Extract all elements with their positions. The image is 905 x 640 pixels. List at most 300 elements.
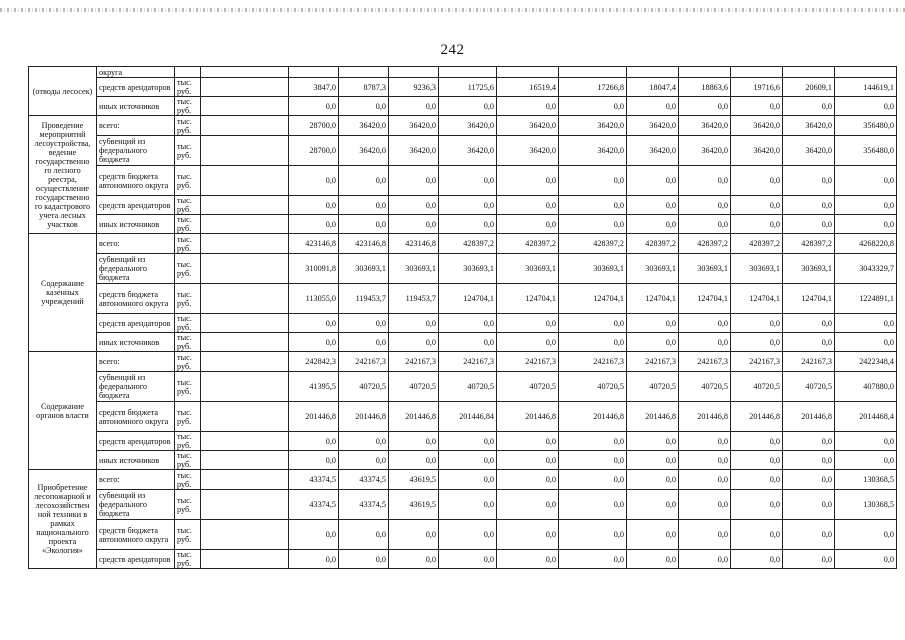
total-value-cell: 0,0 bbox=[835, 451, 897, 470]
year-value-cell: 0,0 bbox=[339, 215, 389, 234]
year-value-cell: 0,0 bbox=[679, 314, 731, 333]
activity-name-cell: Содержание органов власти bbox=[29, 352, 97, 470]
funding-source-cell: субвенций из федерального бюджета bbox=[97, 254, 175, 284]
table-row bbox=[29, 284, 897, 314]
funding-source-cell: иных источников bbox=[97, 451, 175, 470]
year-value-cell: 303693,1 bbox=[783, 254, 835, 284]
table-row bbox=[29, 402, 897, 432]
unit-cell: тыс. руб. bbox=[175, 116, 201, 136]
empty-cell bbox=[201, 196, 289, 215]
year-value-cell: 0,0 bbox=[559, 196, 627, 215]
year-value-cell: 36420,0 bbox=[439, 136, 497, 166]
year-value-cell: 36420,0 bbox=[731, 136, 783, 166]
year-value-cell: 124704,1 bbox=[679, 284, 731, 314]
year-value-cell: 0,0 bbox=[679, 333, 731, 352]
year-value-cell: 36420,0 bbox=[679, 116, 731, 136]
year-value-cell: 0,0 bbox=[289, 550, 339, 569]
total-value-cell: 130368,5 bbox=[835, 470, 897, 490]
year-value-cell: 36420,0 bbox=[389, 116, 439, 136]
year-value-cell: 18047,4 bbox=[627, 78, 679, 97]
year-value-cell: 0,0 bbox=[389, 314, 439, 333]
year-value-cell: 16519,4 bbox=[497, 78, 559, 97]
unit-cell: тыс. руб. bbox=[175, 234, 201, 254]
year-value-cell: 0,0 bbox=[339, 520, 389, 550]
table-row bbox=[29, 550, 897, 569]
year-value-cell: 0,0 bbox=[497, 550, 559, 569]
year-value-cell: 201446,84 bbox=[439, 402, 497, 432]
year-value-cell: 40720,5 bbox=[559, 372, 627, 402]
year-value-cell: 36420,0 bbox=[783, 116, 835, 136]
year-value-cell: 0,0 bbox=[289, 97, 339, 116]
unit-cell: тыс. руб. bbox=[175, 136, 201, 166]
year-value-cell: 0,0 bbox=[559, 490, 627, 520]
year-value-cell: 303693,1 bbox=[339, 254, 389, 284]
table-row bbox=[29, 67, 897, 78]
year-value-cell: 0,0 bbox=[731, 333, 783, 352]
year-value-cell: 0,0 bbox=[289, 314, 339, 333]
year-value-cell bbox=[289, 67, 339, 78]
year-value-cell: 0,0 bbox=[783, 166, 835, 196]
table-row bbox=[29, 352, 897, 372]
year-value-cell: 0,0 bbox=[339, 432, 389, 451]
year-value-cell: 428397,2 bbox=[627, 234, 679, 254]
year-value-cell: 0,0 bbox=[559, 470, 627, 490]
unit-cell: тыс. руб. bbox=[175, 97, 201, 116]
year-value-cell: 0,0 bbox=[627, 333, 679, 352]
funding-source-cell: всего: bbox=[97, 470, 175, 490]
year-value-cell: 0,0 bbox=[559, 520, 627, 550]
activity-name-cell: Приобретение лесопожарной и лесохозяйствен ной техники в рамках национального проекта «Экология» bbox=[29, 470, 97, 569]
year-value-cell: 303693,1 bbox=[679, 254, 731, 284]
year-value-cell: 0,0 bbox=[497, 97, 559, 116]
empty-cell bbox=[201, 520, 289, 550]
year-value-cell: 0,0 bbox=[627, 432, 679, 451]
total-value-cell: 0,0 bbox=[835, 520, 897, 550]
funding-source-cell: иных источников bbox=[97, 333, 175, 352]
year-value-cell: 0,0 bbox=[783, 550, 835, 569]
table-row bbox=[29, 234, 897, 254]
total-value-cell: 356480,0 bbox=[835, 136, 897, 166]
year-value-cell: 36420,0 bbox=[627, 136, 679, 166]
year-value-cell: 201446,8 bbox=[289, 402, 339, 432]
year-value-cell: 428397,2 bbox=[731, 234, 783, 254]
table-row bbox=[29, 451, 897, 470]
year-value-cell: 119453,7 bbox=[339, 284, 389, 314]
year-value-cell: 0,0 bbox=[559, 215, 627, 234]
scan-edge-line bbox=[0, 8, 905, 12]
year-value-cell: 428397,2 bbox=[679, 234, 731, 254]
empty-cell bbox=[201, 234, 289, 254]
unit-cell: тыс. руб. bbox=[175, 314, 201, 333]
year-value-cell: 113055,0 bbox=[289, 284, 339, 314]
empty-cell bbox=[201, 97, 289, 116]
year-value-cell: 0,0 bbox=[559, 314, 627, 333]
year-value-cell: 0,0 bbox=[559, 451, 627, 470]
year-value-cell: 0,0 bbox=[497, 520, 559, 550]
year-value-cell: 36420,0 bbox=[339, 116, 389, 136]
year-value-cell: 201446,8 bbox=[497, 402, 559, 432]
year-value-cell: 43374,5 bbox=[289, 470, 339, 490]
year-value-cell: 0,0 bbox=[731, 314, 783, 333]
year-value-cell: 0,0 bbox=[627, 215, 679, 234]
year-value-cell bbox=[679, 67, 731, 78]
year-value-cell: 11725,6 bbox=[439, 78, 497, 97]
year-value-cell: 36420,0 bbox=[497, 116, 559, 136]
year-value-cell: 0,0 bbox=[339, 196, 389, 215]
table-row bbox=[29, 314, 897, 333]
year-value-cell: 0,0 bbox=[731, 97, 783, 116]
funding-source-cell: средств арендаторов bbox=[97, 550, 175, 569]
year-value-cell: 0,0 bbox=[679, 97, 731, 116]
total-value-cell: 2014468,4 bbox=[835, 402, 897, 432]
empty-cell bbox=[201, 78, 289, 97]
year-value-cell: 41395,5 bbox=[289, 372, 339, 402]
year-value-cell: 0,0 bbox=[627, 97, 679, 116]
unit-cell: тыс. руб. bbox=[175, 166, 201, 196]
year-value-cell: 0,0 bbox=[497, 333, 559, 352]
year-value-cell: 242167,3 bbox=[559, 352, 627, 372]
year-value-cell: 0,0 bbox=[497, 196, 559, 215]
year-value-cell: 0,0 bbox=[289, 196, 339, 215]
year-value-cell: 36420,0 bbox=[783, 136, 835, 166]
funding-source-cell: средств бюджета автономного округа bbox=[97, 520, 175, 550]
year-value-cell: 0,0 bbox=[389, 451, 439, 470]
year-value-cell: 303693,1 bbox=[497, 254, 559, 284]
year-value-cell: 0,0 bbox=[439, 451, 497, 470]
year-value-cell: 0,0 bbox=[731, 451, 783, 470]
total-value-cell: 0,0 bbox=[835, 97, 897, 116]
page-number: 242 bbox=[440, 42, 465, 58]
total-value-cell: 0,0 bbox=[835, 166, 897, 196]
table-row bbox=[29, 196, 897, 215]
year-value-cell: 40720,5 bbox=[731, 372, 783, 402]
year-value-cell: 0,0 bbox=[497, 314, 559, 333]
funding-source-cell: субвенций из федерального бюджета bbox=[97, 136, 175, 166]
year-value-cell: 36420,0 bbox=[439, 116, 497, 136]
year-value-cell: 124704,1 bbox=[731, 284, 783, 314]
year-value-cell: 0,0 bbox=[439, 196, 497, 215]
year-value-cell: 0,0 bbox=[731, 432, 783, 451]
year-value-cell: 0,0 bbox=[679, 215, 731, 234]
table-row bbox=[29, 372, 897, 402]
unit-cell bbox=[175, 67, 201, 78]
table-row bbox=[29, 97, 897, 116]
table-row bbox=[29, 470, 897, 490]
unit-cell: тыс. руб. bbox=[175, 196, 201, 215]
table-row bbox=[29, 254, 897, 284]
funding-source-cell: всего: bbox=[97, 116, 175, 136]
year-value-cell: 0,0 bbox=[783, 470, 835, 490]
table-row bbox=[29, 333, 897, 352]
total-value-cell: 3043329,7 bbox=[835, 254, 897, 284]
unit-cell: тыс. руб. bbox=[175, 470, 201, 490]
year-value-cell: 0,0 bbox=[627, 550, 679, 569]
year-value-cell: 3847,0 bbox=[289, 78, 339, 97]
year-value-cell: 310091,8 bbox=[289, 254, 339, 284]
year-value-cell: 0,0 bbox=[389, 520, 439, 550]
year-value-cell: 428397,2 bbox=[439, 234, 497, 254]
year-value-cell: 0,0 bbox=[289, 215, 339, 234]
funding-source-cell: субвенций из федерального бюджета bbox=[97, 372, 175, 402]
year-value-cell: 43374,5 bbox=[339, 490, 389, 520]
year-value-cell bbox=[731, 67, 783, 78]
year-value-cell: 0,0 bbox=[627, 490, 679, 520]
year-value-cell: 242167,3 bbox=[783, 352, 835, 372]
year-value-cell: 242167,3 bbox=[731, 352, 783, 372]
total-value-cell: 356480,0 bbox=[835, 116, 897, 136]
funding-source-cell: средств арендаторов bbox=[97, 432, 175, 451]
year-value-cell: 0,0 bbox=[679, 490, 731, 520]
year-value-cell: 0,0 bbox=[339, 166, 389, 196]
empty-cell bbox=[201, 372, 289, 402]
year-value-cell: 0,0 bbox=[289, 520, 339, 550]
table-row bbox=[29, 490, 897, 520]
year-value-cell: 0,0 bbox=[783, 314, 835, 333]
unit-cell: тыс. руб. bbox=[175, 78, 201, 97]
year-value-cell: 0,0 bbox=[627, 314, 679, 333]
year-value-cell: 201446,8 bbox=[339, 402, 389, 432]
unit-cell: тыс. руб. bbox=[175, 451, 201, 470]
year-value-cell: 0,0 bbox=[679, 196, 731, 215]
year-value-cell: 40720,5 bbox=[783, 372, 835, 402]
year-value-cell: 0,0 bbox=[731, 550, 783, 569]
unit-cell: тыс. руб. bbox=[175, 490, 201, 520]
year-value-cell: 201446,8 bbox=[559, 402, 627, 432]
year-value-cell: 0,0 bbox=[339, 333, 389, 352]
unit-cell: тыс. руб. bbox=[175, 352, 201, 372]
year-value-cell: 0,0 bbox=[389, 432, 439, 451]
total-value-cell: 2422348,4 bbox=[835, 352, 897, 372]
funding-source-cell: всего: bbox=[97, 234, 175, 254]
empty-cell bbox=[201, 490, 289, 520]
year-value-cell: 0,0 bbox=[783, 490, 835, 520]
year-value-cell: 0,0 bbox=[627, 196, 679, 215]
year-value-cell: 36420,0 bbox=[339, 136, 389, 166]
year-value-cell: 0,0 bbox=[339, 314, 389, 333]
total-value-cell: 4268220,8 bbox=[835, 234, 897, 254]
year-value-cell: 0,0 bbox=[679, 550, 731, 569]
activity-name-cell: Содержание казенных учреждений bbox=[29, 234, 97, 352]
year-value-cell: 303693,1 bbox=[627, 254, 679, 284]
table-row bbox=[29, 78, 897, 97]
year-value-cell: 0,0 bbox=[289, 166, 339, 196]
year-value-cell: 0,0 bbox=[783, 520, 835, 550]
year-value-cell: 0,0 bbox=[439, 490, 497, 520]
year-value-cell: 303693,1 bbox=[389, 254, 439, 284]
empty-cell bbox=[201, 284, 289, 314]
year-value-cell: 0,0 bbox=[679, 432, 731, 451]
year-value-cell: 0,0 bbox=[783, 333, 835, 352]
empty-cell bbox=[201, 470, 289, 490]
empty-cell bbox=[201, 254, 289, 284]
unit-cell: тыс. руб. bbox=[175, 550, 201, 569]
year-value-cell: 0,0 bbox=[439, 166, 497, 196]
year-value-cell bbox=[783, 67, 835, 78]
year-value-cell: 0,0 bbox=[439, 97, 497, 116]
total-value-cell: 0,0 bbox=[835, 196, 897, 215]
funding-source-cell: округа bbox=[97, 67, 175, 78]
year-value-cell: 0,0 bbox=[783, 97, 835, 116]
year-value-cell: 242167,3 bbox=[679, 352, 731, 372]
activity-name-cell: Проведение мероприятий лесоустройства, ведение государственно го лесного реестра, осуществление государственно го кадастрового учета лесных участков bbox=[29, 116, 97, 234]
year-value-cell: 0,0 bbox=[497, 451, 559, 470]
year-value-cell: 36420,0 bbox=[559, 116, 627, 136]
year-value-cell: 0,0 bbox=[679, 451, 731, 470]
year-value-cell: 40720,5 bbox=[389, 372, 439, 402]
year-value-cell: 0,0 bbox=[439, 550, 497, 569]
funding-source-cell: субвенций из федерального бюджета bbox=[97, 490, 175, 520]
year-value-cell: 423146,8 bbox=[289, 234, 339, 254]
year-value-cell: 0,0 bbox=[439, 314, 497, 333]
total-value-cell: 0,0 bbox=[835, 333, 897, 352]
year-value-cell: 124704,1 bbox=[497, 284, 559, 314]
unit-cell: тыс. руб. bbox=[175, 402, 201, 432]
year-value-cell: 0,0 bbox=[339, 550, 389, 569]
year-value-cell: 124704,1 bbox=[439, 284, 497, 314]
year-value-cell: 0,0 bbox=[389, 215, 439, 234]
year-value-cell: 0,0 bbox=[627, 166, 679, 196]
year-value-cell: 0,0 bbox=[679, 166, 731, 196]
year-value-cell bbox=[389, 67, 439, 78]
year-value-cell: 20609,1 bbox=[783, 78, 835, 97]
empty-cell bbox=[201, 215, 289, 234]
year-value-cell: 17266,8 bbox=[559, 78, 627, 97]
year-value-cell: 0,0 bbox=[439, 520, 497, 550]
empty-cell bbox=[201, 314, 289, 333]
year-value-cell: 43619,5 bbox=[389, 490, 439, 520]
year-value-cell bbox=[627, 67, 679, 78]
year-value-cell bbox=[439, 67, 497, 78]
total-value-cell: 0,0 bbox=[835, 550, 897, 569]
unit-cell: тыс. руб. bbox=[175, 520, 201, 550]
year-value-cell: 0,0 bbox=[559, 166, 627, 196]
table-row bbox=[29, 136, 897, 166]
year-value-cell: 36420,0 bbox=[497, 136, 559, 166]
funding-source-cell: иных источников bbox=[97, 97, 175, 116]
year-value-cell: 242167,3 bbox=[439, 352, 497, 372]
year-value-cell bbox=[497, 67, 559, 78]
year-value-cell: 0,0 bbox=[439, 470, 497, 490]
total-value-cell: 0,0 bbox=[835, 215, 897, 234]
unit-cell: тыс. руб. bbox=[175, 333, 201, 352]
year-value-cell bbox=[559, 67, 627, 78]
year-value-cell: 0,0 bbox=[389, 166, 439, 196]
year-value-cell: 36420,0 bbox=[679, 136, 731, 166]
empty-cell bbox=[201, 352, 289, 372]
year-value-cell: 0,0 bbox=[289, 432, 339, 451]
year-value-cell: 201446,8 bbox=[389, 402, 439, 432]
funding-source-cell: средств арендаторов bbox=[97, 78, 175, 97]
year-value-cell: 242167,3 bbox=[627, 352, 679, 372]
year-value-cell: 0,0 bbox=[783, 196, 835, 215]
year-value-cell: 428397,2 bbox=[497, 234, 559, 254]
total-value-cell: 0,0 bbox=[835, 314, 897, 333]
year-value-cell: 36420,0 bbox=[627, 116, 679, 136]
year-value-cell: 0,0 bbox=[339, 451, 389, 470]
year-value-cell: 0,0 bbox=[439, 215, 497, 234]
year-value-cell: 119453,7 bbox=[389, 284, 439, 314]
table-row bbox=[29, 166, 897, 196]
year-value-cell: 0,0 bbox=[389, 333, 439, 352]
empty-cell bbox=[201, 116, 289, 136]
year-value-cell: 0,0 bbox=[679, 520, 731, 550]
table-row bbox=[29, 520, 897, 550]
year-value-cell: 303693,1 bbox=[559, 254, 627, 284]
year-value-cell: 0,0 bbox=[559, 550, 627, 569]
year-value-cell: 124704,1 bbox=[783, 284, 835, 314]
total-value-cell: 130368,5 bbox=[835, 490, 897, 520]
year-value-cell: 0,0 bbox=[389, 196, 439, 215]
year-value-cell: 303693,1 bbox=[731, 254, 783, 284]
funding-source-cell: средств бюджета автономного округа bbox=[97, 402, 175, 432]
year-value-cell: 36420,0 bbox=[731, 116, 783, 136]
total-value-cell: 1224891,1 bbox=[835, 284, 897, 314]
year-value-cell: 0,0 bbox=[439, 432, 497, 451]
empty-cell bbox=[201, 451, 289, 470]
table-row bbox=[29, 116, 897, 136]
year-value-cell: 0,0 bbox=[497, 470, 559, 490]
year-value-cell: 0,0 bbox=[559, 97, 627, 116]
year-value-cell: 0,0 bbox=[731, 166, 783, 196]
year-value-cell: 242167,3 bbox=[497, 352, 559, 372]
year-value-cell: 0,0 bbox=[497, 215, 559, 234]
year-value-cell: 9236,3 bbox=[389, 78, 439, 97]
year-value-cell: 242842,3 bbox=[289, 352, 339, 372]
total-value-cell: 144619,1 bbox=[835, 78, 897, 97]
year-value-cell: 40720,5 bbox=[339, 372, 389, 402]
year-value-cell: 40720,5 bbox=[627, 372, 679, 402]
unit-cell: тыс. руб. bbox=[175, 284, 201, 314]
year-value-cell: 0,0 bbox=[731, 470, 783, 490]
unit-cell: тыс. руб. bbox=[175, 215, 201, 234]
empty-cell bbox=[201, 67, 289, 78]
empty-cell bbox=[201, 432, 289, 451]
year-value-cell: 43374,5 bbox=[339, 470, 389, 490]
year-value-cell: 0,0 bbox=[783, 215, 835, 234]
year-value-cell: 0,0 bbox=[783, 432, 835, 451]
year-value-cell: 428397,2 bbox=[783, 234, 835, 254]
funding-source-cell: средств арендаторов bbox=[97, 314, 175, 333]
year-value-cell: 0,0 bbox=[627, 451, 679, 470]
year-value-cell: 0,0 bbox=[731, 196, 783, 215]
unit-cell: тыс. руб. bbox=[175, 372, 201, 402]
year-value-cell: 43374,5 bbox=[289, 490, 339, 520]
empty-cell bbox=[201, 550, 289, 569]
year-value-cell: 36420,0 bbox=[559, 136, 627, 166]
year-value-cell: 0,0 bbox=[339, 97, 389, 116]
year-value-cell: 8787,3 bbox=[339, 78, 389, 97]
year-value-cell: 0,0 bbox=[731, 520, 783, 550]
year-value-cell: 0,0 bbox=[439, 333, 497, 352]
funding-source-cell: средств бюджета автономного округа bbox=[97, 166, 175, 196]
year-value-cell: 0,0 bbox=[783, 451, 835, 470]
year-value-cell: 303693,1 bbox=[439, 254, 497, 284]
year-value-cell: 0,0 bbox=[627, 520, 679, 550]
unit-cell: тыс. руб. bbox=[175, 432, 201, 451]
year-value-cell: 124704,1 bbox=[627, 284, 679, 314]
budget-table bbox=[28, 66, 897, 569]
total-value-cell: 0,0 bbox=[835, 432, 897, 451]
year-value-cell: 428397,2 bbox=[559, 234, 627, 254]
year-value-cell: 242167,3 bbox=[389, 352, 439, 372]
year-value-cell: 201446,8 bbox=[679, 402, 731, 432]
total-value-cell: 407880,0 bbox=[835, 372, 897, 402]
empty-cell bbox=[201, 333, 289, 352]
year-value-cell: 0,0 bbox=[289, 451, 339, 470]
year-value-cell: 0,0 bbox=[497, 490, 559, 520]
funding-source-cell: средств арендаторов bbox=[97, 196, 175, 215]
year-value-cell: 0,0 bbox=[559, 432, 627, 451]
